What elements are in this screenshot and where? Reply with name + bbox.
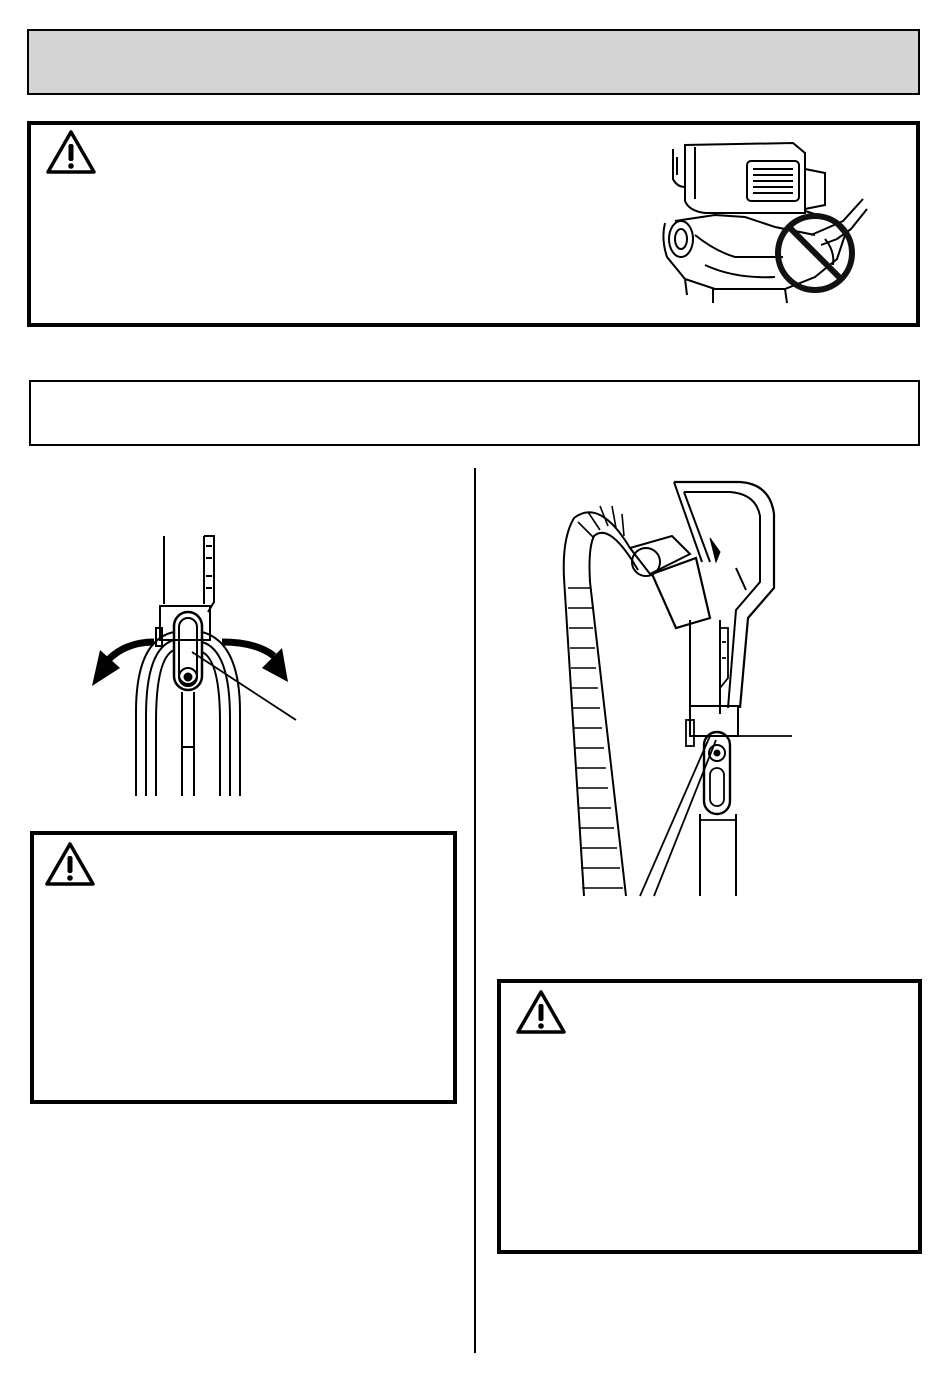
column-divider [474, 468, 476, 1353]
warning-triangle-icon [44, 841, 96, 887]
header-bar [27, 29, 920, 95]
vacuum-brushroll-illustration [655, 139, 891, 319]
warning-box-left [30, 831, 457, 1104]
warning-triangle-icon [45, 129, 97, 175]
warning-triangle-icon [515, 989, 567, 1035]
section-title-box [29, 380, 920, 446]
hose-handle-illustration [560, 478, 800, 900]
warning-box-top [27, 121, 920, 327]
no-symbol-icon [778, 216, 852, 290]
cord-hook-illustration [86, 532, 310, 798]
warning-box-right [497, 979, 922, 1254]
